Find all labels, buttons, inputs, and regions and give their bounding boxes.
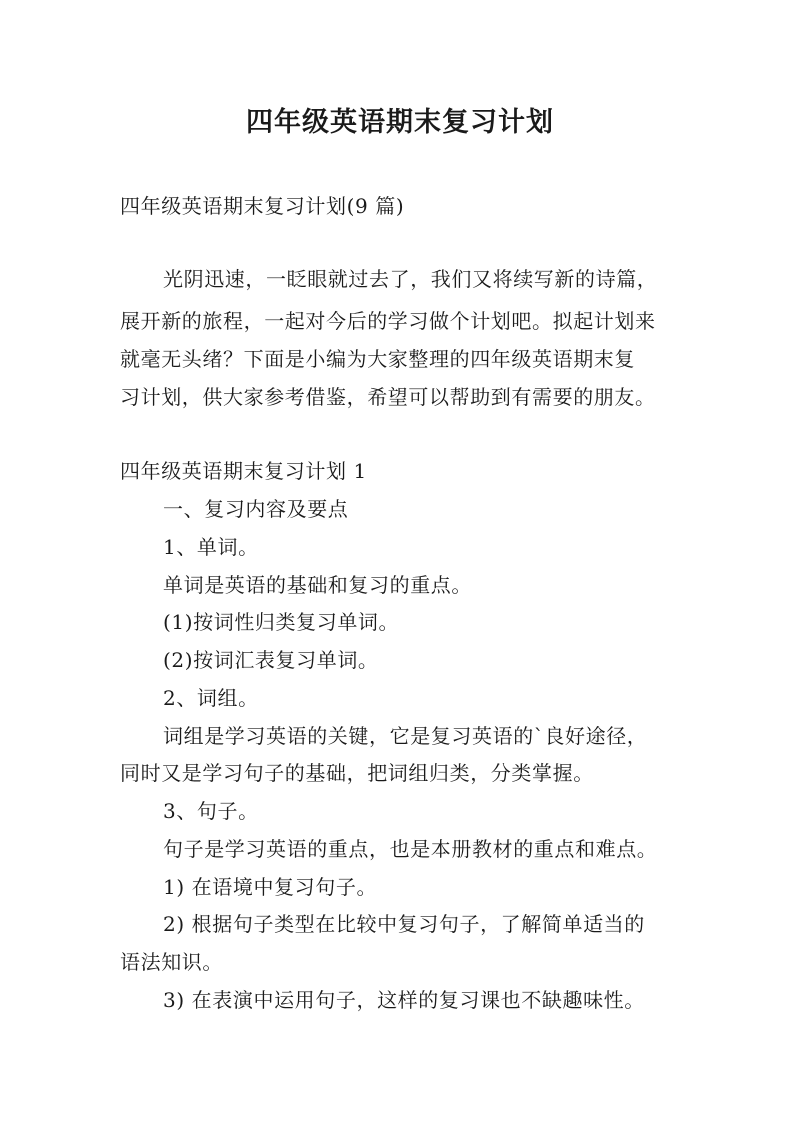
body-line: 3) 在表演中运用句子，这样的复习课也不缺趣味性。	[163, 988, 645, 1012]
document-subtitle: 四年级英语期末复习计划(9 篇)	[120, 194, 405, 218]
body-line: 单词是英语的基础和复习的重点。	[163, 573, 472, 597]
body-line: 3、句子。	[163, 799, 259, 823]
body-line: 同时又是学习句子的基础，把词组归类，分类掌握。	[120, 761, 594, 785]
body-line: 1) 在语境中复习句子。	[163, 875, 378, 899]
body-line: (2)按词汇表复习单词。	[163, 648, 379, 672]
body-line: 语法知识。	[120, 950, 223, 974]
document-title: 四年级英语期末复习计划	[246, 107, 554, 138]
intro-line: 习计划，供大家参考借鉴，希望可以帮助到有需要的朋友。	[120, 385, 656, 409]
body-line: 一、复习内容及要点	[163, 497, 349, 521]
body-line: 词组是学习英语的关键，它是复习英语的`良好途径，	[163, 724, 648, 748]
intro-line: 光阴迅速，一眨眼就过去了，我们又将续写新的诗篇，	[163, 267, 658, 291]
body-line: 2) 根据句子类型在比较中复习句子，了解简单适当的	[163, 912, 645, 936]
body-line: (1)按词性归类复习单词。	[163, 610, 400, 634]
body-line: 句子是学习英语的重点，也是本册教材的重点和难点。	[163, 837, 658, 861]
body-line: 1、单词。	[163, 535, 259, 559]
body-line: 2、词组。	[163, 686, 259, 710]
section-heading: 四年级英语期末复习计划 1	[120, 459, 367, 483]
intro-line: 展开新的旅程，一起对今后的学习做个计划吧。拟起计划来	[120, 309, 656, 333]
intro-line: 就毫无头绪？下面是小编为大家整理的四年级英语期末复	[120, 347, 635, 371]
